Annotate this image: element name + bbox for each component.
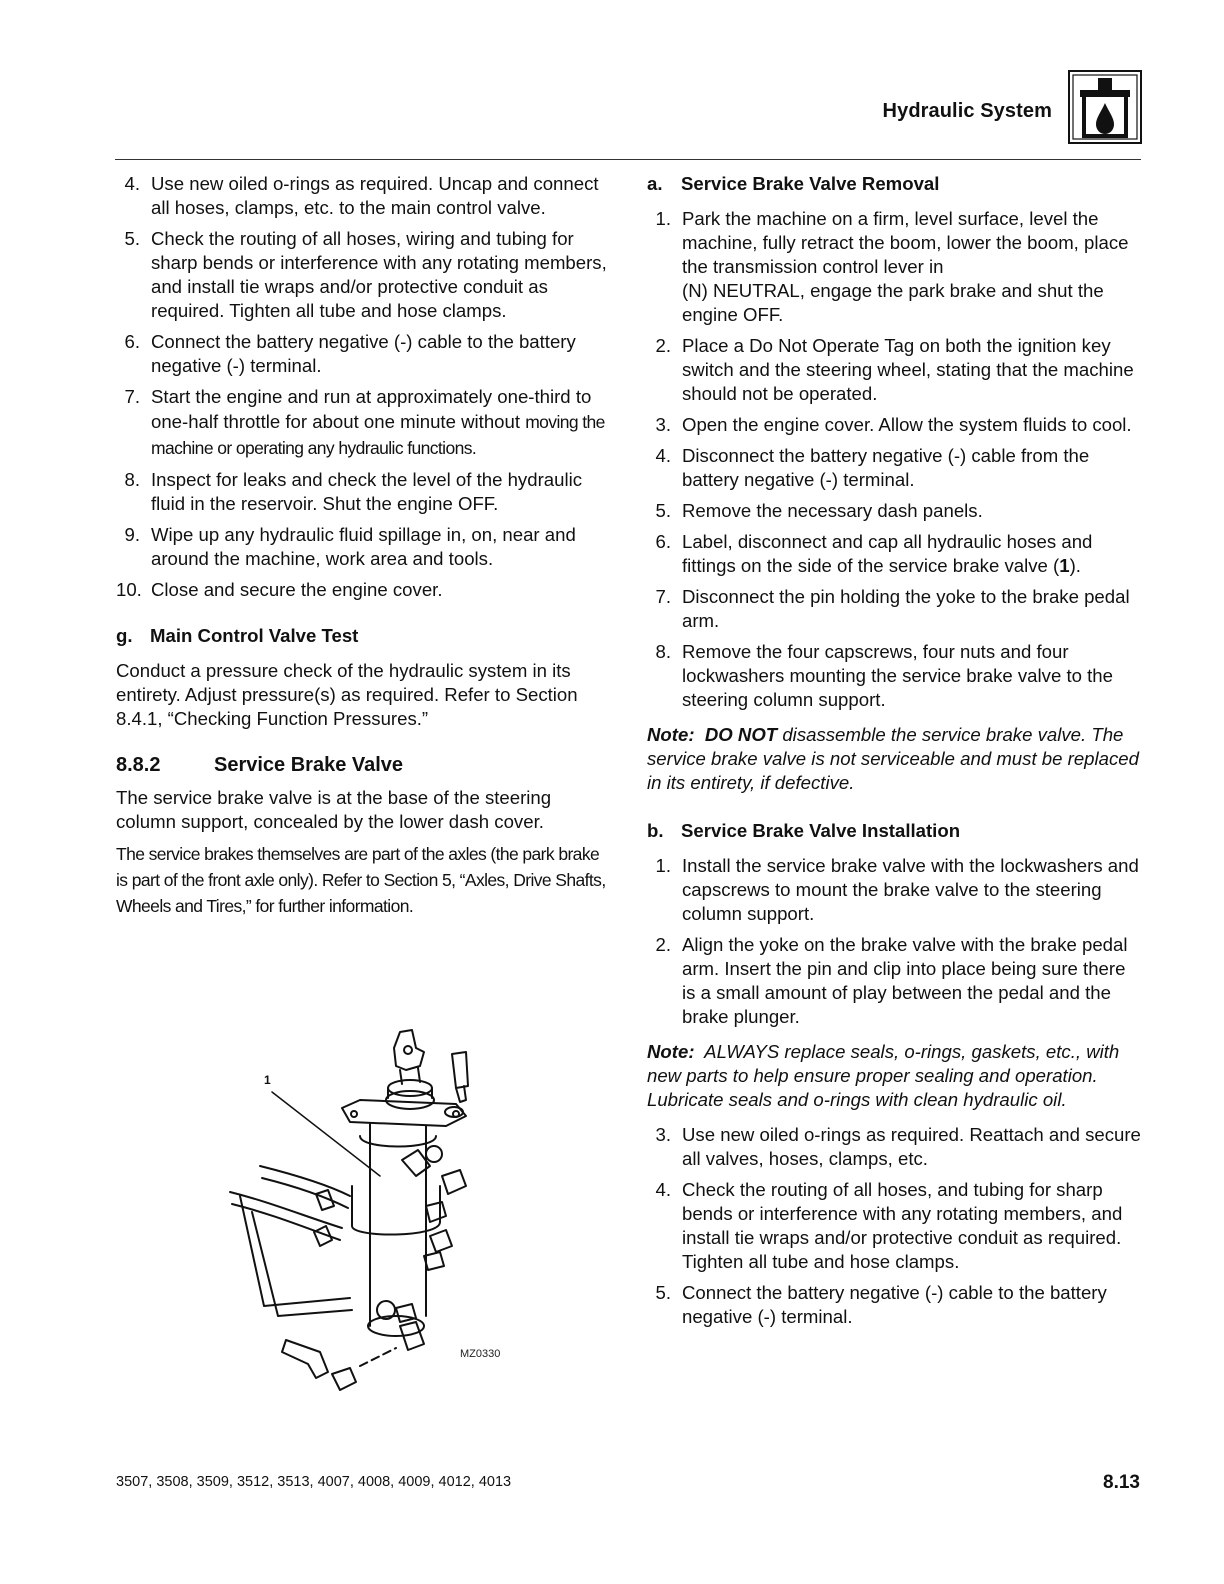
list-item: 8. Inspect for leaks and check the level of the hydraulic fluid in the reservoir. Shut the engine OFF. (124, 469, 582, 514)
list-item: 5. Connect the battery negative (-) cable to the battery negative (-) terminal. (655, 1282, 1107, 1327)
list-item: 1. Park the machine on a firm, level surface, level the machine, fully retract the boom, lower the boom, place the transmission control lever in (N) NEUTRAL, engage the park brake and shut the engine OFF. (655, 208, 1129, 325)
figure-caption: MZ0330 (460, 1348, 501, 1360)
header-rule (115, 159, 1141, 160)
list-item: 3. Use new oiled o-rings as required. Reattach and secure all valves, hoses, clamps, etc. (655, 1124, 1141, 1169)
section-intro-paragraph: The service brake valve is at the base of the steering column support, concealed by the lower dash cover. (116, 787, 552, 832)
list-item: 8. Remove the four capscrews, four nuts and four lockwashers mounting the service brake valve to the steering column support. (655, 641, 1113, 710)
installation-steps-list-b (647, 1123, 1143, 1329)
list-item: 3. Open the engine cover. Allow the system fluids to cool. (655, 414, 1132, 435)
list-item: 4. Disconnect the battery negative (-) cable from the battery negative (-) terminal. (655, 445, 1090, 490)
hydraulic-cylinder-icon (1068, 70, 1142, 144)
list-item: 9. Wipe up any hydraulic fluid spillage in, on, near and around the machine, work area and tools. (124, 524, 576, 569)
section-axle-paragraph: The service brakes themselves are part of the axles (the park brake is part of the front axle only). Refer to Section 5, “Axles, Drive Shafts, Wheels and Tires,” for further information. (116, 844, 606, 916)
page-number: 8.13 (1103, 1472, 1140, 1493)
list-item: 10. Close and secure the engine cover. (116, 579, 443, 600)
main-control-valve-test-heading: g. Main Control Valve Test (116, 625, 359, 646)
list-item: 7. Start the engine and run at approximately one-third to one-half throttle for about one minute without moving the machine or operating any hydraulic functions. (124, 386, 605, 458)
section-heading: 8.8.2 Service Brake Valve (116, 754, 404, 776)
removal-heading: a. Service Brake Valve Removal (647, 173, 940, 194)
installation-steps-list-a (647, 854, 1143, 1029)
page-header-title: Hydraulic System (882, 100, 1052, 122)
removal-note: Note: DO NOT disassemble the service brake valve. The service brake valve is not serviceable and must be replaced in its entirety, if defective. (647, 724, 1139, 793)
figure-callout-number: 1 (264, 1073, 271, 1087)
list-item: 4. Check the routing of all hoses, and tubing for sharp bends or interference with any rotating members, and install tie wraps and/or protective conduit as required. Tighten all tube and hose clamps. (655, 1179, 1123, 1272)
list-item: 7. Disconnect the pin holding the yoke to the brake pedal arm. (655, 586, 1130, 631)
installation-heading: b. Service Brake Valve Installation (647, 820, 961, 841)
list-item: 6. Connect the battery negative (-) cable to the battery negative (-) terminal. (124, 331, 576, 376)
list-item: 6. Label, disconnect and cap all hydraulic hoses and fittings on the side of the service brake valve (1). (655, 531, 1093, 576)
reinstall-steps-list (116, 172, 612, 602)
footer-model-numbers: 3507, 3508, 3509, 3512, 3513, 4007, 4008, 4009, 4012, 4013 (116, 1474, 512, 1490)
list-item: 5. Check the routing of all hoses, wiring and tubing for sharp bends or interference with any rotating members, and install tie wraps and/or protective conduit as required. Tighten all tube and hose clamps. (124, 228, 607, 321)
list-item: 4. Use new oiled o-rings as required. Uncap and connect all hoses, clamps, etc. to the main control valve. (124, 173, 599, 218)
main-control-valve-test-body: Conduct a pressure check of the hydraulic system in its entirety. Adjust pressure(s) as required. Refer to Section 8.4.1, “Checking Function Pressures.” (116, 660, 578, 729)
left-column (116, 172, 612, 919)
list-item: 2. Place a Do Not Operate Tag on both the ignition key switch and the steering wheel, stating that the machine should not be operated. (655, 335, 1134, 404)
list-item: 2. Align the yoke on the brake valve with the brake pedal arm. Insert the pin and clip into place being sure there is a small amount of play between the pedal and the brake plunger. (655, 934, 1128, 1027)
list-item: 5. Remove the necessary dash panels. (655, 500, 983, 521)
right-column (647, 172, 1143, 1336)
removal-steps-list (647, 207, 1143, 712)
list-item: 1. Install the service brake valve with the lockwashers and capscrews to mount the brake valve to the steering column support. (655, 855, 1139, 924)
installation-note: Note: ALWAYS replace seals, o-rings, gaskets, etc., with new parts to help ensure proper sealing and operation. Lubricate seals and o-rings with clean hydraulic oil. (647, 1041, 1120, 1110)
